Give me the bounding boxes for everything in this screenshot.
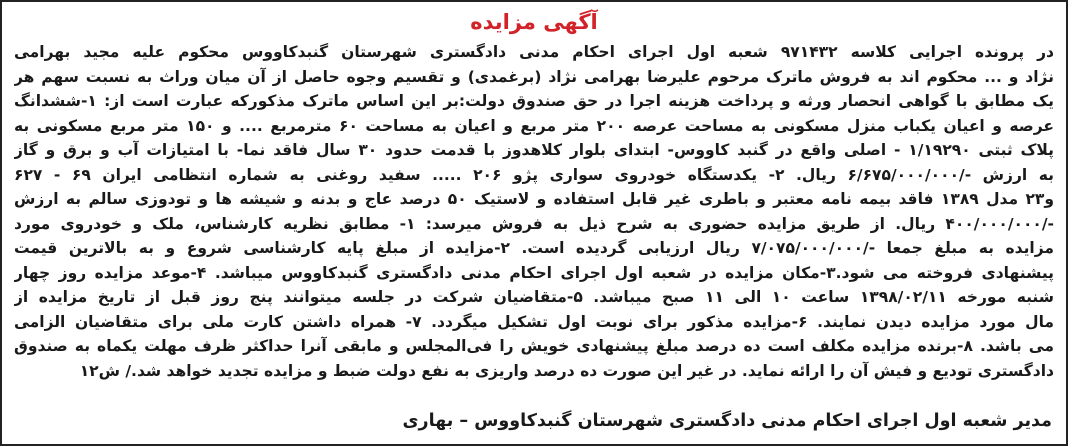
notice-title: آگهی مزایده bbox=[470, 10, 598, 34]
notice-line: به ارزش -/۶/۶۷۵/۰۰۰/۰۰۰ ریال. ۲- یکدستگاه خودروی سواری پژو ۲۰۶ ..... سفید روغنی به شماره انتظامی ایران ۶۹ - ۶۲۷ bbox=[14, 165, 1054, 184]
notice-signature: مدیر شعبه اول اجرای احکام مدنی دادگستری شهرستان گنبدکاووس – بهاری bbox=[402, 411, 1052, 431]
notice-line: مال مورد مزایده دیدن نمایند. ۶-مزایده مذکور برای نوبت اول تشکیل میگردد. ۷- همراه داشتن کارت ملی برای متقاضیان الزامی bbox=[14, 312, 1054, 331]
notice-line: دادگستری تودیع و فیش آن را ارائه نماید. در غیر این صورت ده درصد واریزی به نفع دولت ضبط و مزایده تجدید خواهد شد./ ش۱۲ bbox=[79, 361, 1054, 380]
notice-line: نژاد و ... محکوم اند به فروش ماترک مرحوم علیرضا بهرامی نژاد (برغمدی) و تقسیم وجوه حاصل از آن میان وراث به نسبت سهم هر bbox=[14, 67, 1054, 86]
notice-line: شنبه مورخه ۱۳۹۸/۰۲/۱۱ ساعت ۱۰ الی ۱۱ صبح میباشد. ۵-متقاضیان شرکت در جلسه میتوانند پنج روز قبل از تاریخ مزایده از bbox=[14, 288, 1054, 306]
notice-line: -/۴۰۰/۰۰۰/۰۰۰ ریال. از طریق مزایده حضوری به شرح ذیل به فروش میرسد: ۱- مطابق نظریه کارشناس، ملک و خودروی مورد bbox=[14, 214, 1054, 233]
notice-line: و۲۳ مدل ۱۳۸۹ فاقد بیمه نامه معتبر و باطری غیر قابل استفاده و لاستیک ۵۰ درصد عاج و بدنه و شیشه ها و تودوزی سالم به ارزش bbox=[14, 190, 1054, 208]
notice-line: پیشنهادی فروخته می شود.۳-مکان مزایده در شعبه اول اجرای احکام مدنی دادگستری گنبدکاووس میباشد. ۴-موعد مزایده روز چهار bbox=[14, 263, 1054, 282]
notice-line: عرصه و اعیان یکباب منزل مسکونی به مساحت عرصه ۲۰۰ متر مربع و اعیان به مساحت ۶۰ مترمربع .... و ۱۵۰ متر مربع مسکونی به bbox=[14, 116, 1054, 135]
notice-body bbox=[14, 40, 1054, 383]
notice-line: در پرونده اجرایی کلاسه ۹۷۱۴۳۲ شعبه اول اجرای احکام مدنی دادگستری شهرستان گنبدکاووس محکوم علیه مجید بهرامی bbox=[14, 43, 1054, 61]
notice-line: پلاک ثبتی ۱/۱۹۲۹۰ - اصلی واقع در گنبد کاووس- ابتدای بلوار کلاهدوز با قدمت حدود ۳۰ سال فاقد نما- با امتیازات آب و برق و گاز bbox=[14, 141, 1054, 159]
notice-line: یک مطابق با گواهی انحصار ورثه و پرداخت هزینه اجرا در حق صندوق دولت:بر این اساس ماترک مذکورکه عبارت است از: ۱-ششدانگ bbox=[14, 92, 1054, 110]
notice-line: مزایده به مبلغ جمعا -/۷/۰۷۵/۰۰۰/۰۰۰ ریال ارزیابی گردیده است. ۲-مزایده از مبلغ پایه کارشناسی شروع و به بالاترین قیمت bbox=[14, 239, 1054, 257]
notice-line: می باشد. ۸-برنده مزایده مکلف است ده درصد مبلغ پیشنهادی خویش را فی‌المجلس و مابقی آنرا حداکثر ظرف مهلت یکماه به صندوق bbox=[14, 337, 1054, 355]
